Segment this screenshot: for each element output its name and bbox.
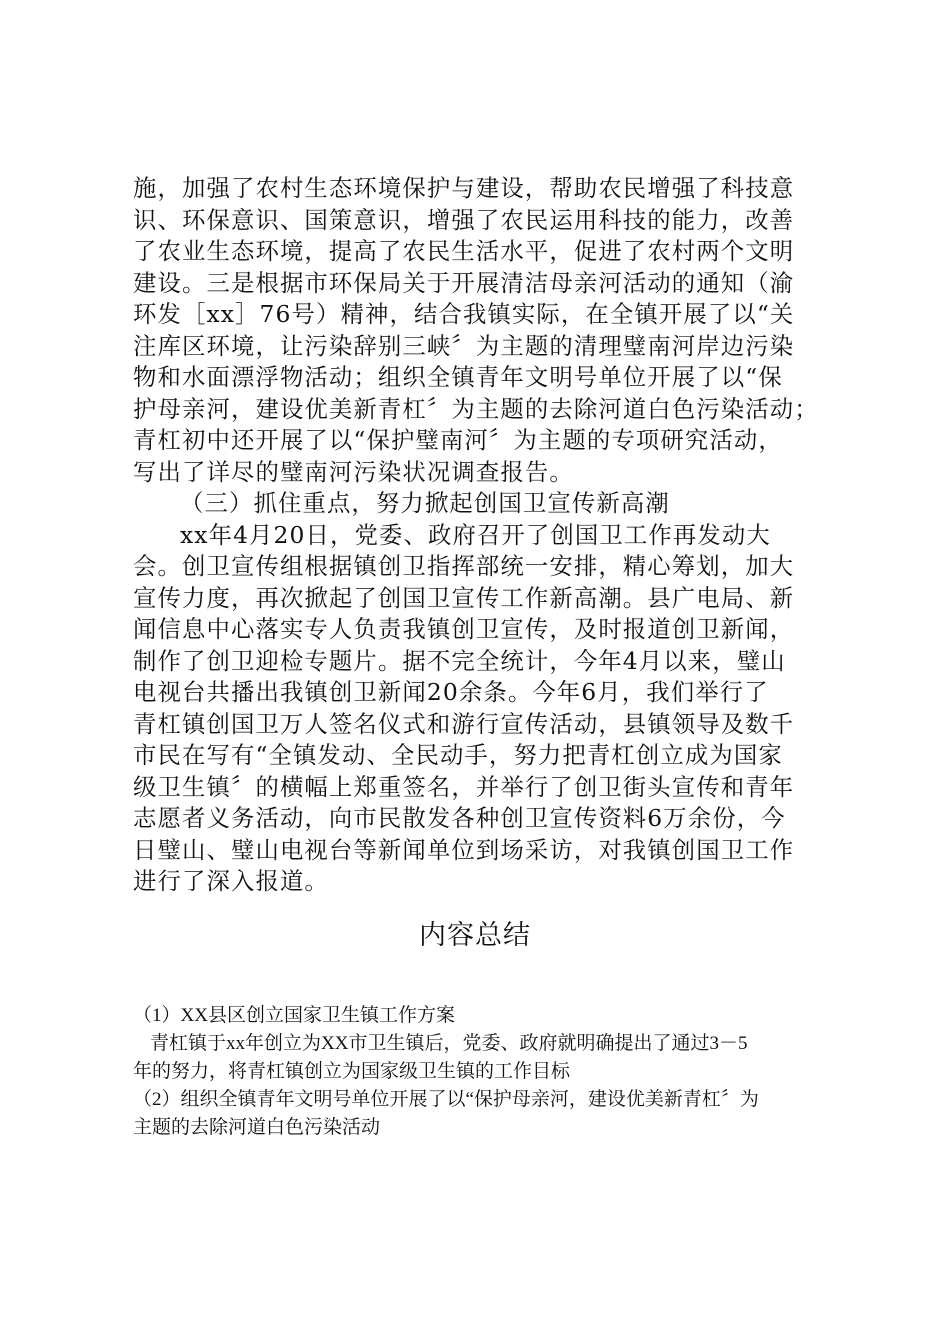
paragraph-line: 进行了深入报道。 <box>133 867 329 895</box>
summary-item-text: 主题的去除河道白色污染活动 <box>133 1117 381 1138</box>
paragraph-line: 环发［xx］76号）精神，结合我镇实际，在全镇开展了以“关 <box>133 300 795 328</box>
summary-item-text: 年的努力，将青杠镇创立为国家级卫生镇的工作目标 <box>133 1061 571 1082</box>
paragraph-line: 日璧山、璧山电视台等新闻单位到场采访，对我镇创国卫工作 <box>133 835 795 864</box>
paragraph-line: 级卫生镇〞的横幅上郑重签名，并举行了创卫街头宣传和青年 <box>133 772 795 801</box>
paragraph-line: 闻信息中心落实专人负责我镇创卫宣传，及时报道创卫新闻， <box>133 615 795 643</box>
body-text <box>133 173 823 898</box>
paragraph-line: 建设。三是根据市环保局关于开展清洁母亲河活动的通知（渝 <box>133 268 795 297</box>
summary-section <box>133 1002 833 1142</box>
paragraph-line: 写出了详尽的璧南河污染状况调查报告。 <box>133 457 574 486</box>
paragraph-line: 制作了创卫迎检专题片。据不完全统计，今年4月以来，璧山 <box>133 646 786 675</box>
summary-item-title: （1）XX县区创立国家卫生镇工作方案 <box>133 1005 455 1026</box>
paragraph-line: xx年4月20日，党委、政府召开了创国卫工作再发动大 <box>180 520 771 549</box>
section-subheading: （三）抓住重点，努力掀起创国卫宣传新高潮 <box>180 489 670 517</box>
paragraph-line: 注库区环境，让污染辞别三峡〞为主题的清理璧南河岸边污染 <box>133 331 795 360</box>
paragraph-line: 市民在写有“全镇发动、全民动手，努力把青杠创立成为国家 <box>133 741 783 769</box>
summary-heading: 内容总结 <box>419 920 531 951</box>
paragraph-line: 会。创卫宣传组根据镇创卫指挥部统一安排，精心筹划，加大 <box>133 552 795 580</box>
paragraph-line: 宣传力度，再次掀起了创国卫宣传工作新高潮。县广电局、新 <box>133 583 795 612</box>
paragraph-line: 施，加强了农村生态环境保护与建设，帮助农民增强了科技意 <box>133 174 795 202</box>
paragraph-line: 志愿者义务活动，向市民散发各种创卫宣传资料6万余份，今 <box>133 804 786 832</box>
summary-item-text: （2）组织全镇青年文明号单位开展了以“保护母亲河，建设优美新青杠〞为 <box>133 1089 759 1110</box>
paragraph-line: 物和水面漂浮物活动；组织全镇青年文明号单位开展了以“保 <box>133 363 783 391</box>
paragraph-line: 护母亲河，建设优美新青杠〞为主题的去除河道白色污染活动； <box>133 394 819 423</box>
paragraph-line: 青杠镇创国卫万人签名仪式和游行宣传活动，县镇领导及数千 <box>133 709 795 738</box>
paragraph-line: 了农业生态环境，提高了农民生活水平，促进了农村两个文明 <box>133 237 795 265</box>
paragraph-line: 青杠初中还开展了以“保护璧南河〞为主题的专项研究活动， <box>133 426 783 454</box>
paragraph-line: 识、环保意识、国策意识，增强了农民运用科技的能力，改善 <box>133 205 795 234</box>
summary-item-text: 青杠镇于xx年创立为XX市卫生镇后，党委、政府就明确提出了通过3－5 <box>150 1033 748 1054</box>
paragraph-line: 电视台共播出我镇创卫新闻20余条。今年6月，我们举行了 <box>133 678 769 706</box>
